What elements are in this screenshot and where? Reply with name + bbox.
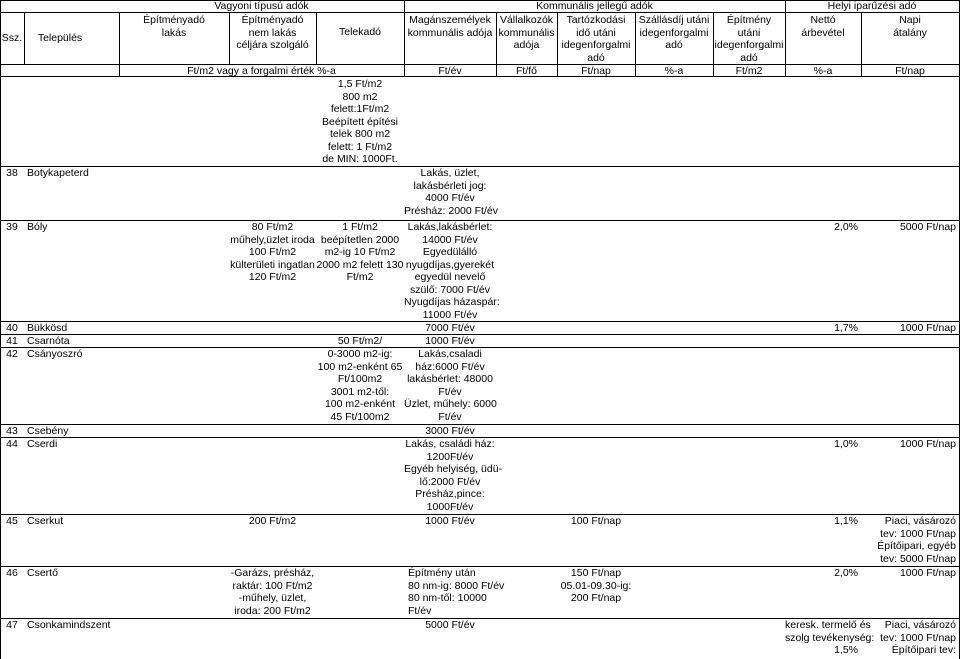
table-cell-tourism-stay: 150 Ft/nap 05.01-09.30-ig: 200 Ft/nap: [560, 567, 632, 604]
table-cell-net-revenue: 1,1%: [834, 515, 858, 527]
unit-communal-private: Ft/év: [438, 65, 462, 77]
settlement-name: Csebény: [27, 425, 69, 437]
unit-tourism-stay: Ft/nap: [581, 65, 611, 77]
settlement-name: Botykapeterd: [27, 167, 89, 179]
table-cell-net-revenue: 2,0%: [834, 567, 858, 579]
column-header-building-nonresidential: Építményadó nem lakás céljára szolgáló: [236, 14, 309, 51]
table-cell-net-revenue: 2,0%: [834, 221, 858, 233]
table-cell-plot: 1,5 Ft/m2 800 m2 felett:1Ft/m2 Beépített építési telek 800 m2 felett: 1 Ft/m2 de MIN: 1000Ft.: [322, 78, 398, 165]
group-header-communal: Kommunális jellegű adók: [536, 0, 653, 12]
row-number: 41: [6, 335, 18, 347]
table-cell-building-residential: 200 Ft/m2: [248, 515, 297, 527]
unit-daily-flat: Ft/nap: [895, 65, 925, 77]
settlement-name: Bóly: [27, 221, 48, 233]
table-cell-plot: 1 Ft/m2 beépítetlen 2000 m2-ig 10 Ft/m2 2000 m2 felett 130 Ft/m2: [316, 221, 404, 283]
settlement-name: Csarnóta: [27, 335, 70, 347]
group-header-property: Vagyoni típusú adók: [214, 0, 309, 12]
row-number: 44: [6, 438, 18, 450]
unit-net-revenue: %-a: [813, 65, 833, 77]
settlement-name: Csonkamindszent: [27, 619, 111, 631]
row-number: 45: [6, 515, 18, 527]
row-number: 42: [6, 348, 18, 360]
table-cell-net-revenue: 1,0%: [834, 438, 858, 450]
unit-tourism-fee: %-a: [664, 65, 684, 77]
group-header-local-business: Helyi iparűzési adó: [827, 0, 917, 12]
table-cell-communal-private: 3000 Ft/év: [425, 425, 475, 437]
table-cell-communal-private: 7000 Ft/év: [425, 322, 475, 334]
unit-communal-business: Ft/fő: [515, 65, 537, 77]
unit-tourism-building: Ft/m2: [735, 65, 763, 77]
table-cell-communal-private: 1000 Ft/év: [425, 335, 475, 347]
settlement-name: Cserkut: [27, 515, 64, 527]
row-number: 40: [6, 322, 18, 334]
table-cell-daily-flat: 1000 Ft/nap: [899, 567, 956, 579]
table-cell-building-nonresidential: -Garázs, présház, raktár: 100 Ft/m2 -műhely, üzlet, iroda: 200 Ft/m2: [230, 567, 315, 617]
table-cell-net-revenue: keresk. termelő és szolg tevékenység: 1,5%: [785, 619, 875, 656]
table-cell-communal-private: 1000 Ft/év: [425, 515, 475, 527]
table-cell-communal-private: Lakás,csaladi ház:6000 Ft/év lakásbérlet: 48000 Ft/év Üzlet, műhely: 6000 Ft/év: [404, 348, 497, 423]
row-number: 43: [6, 425, 18, 437]
column-header-plot: Telekadó: [338, 26, 382, 38]
table-cell-net-revenue: 1,7%: [834, 322, 858, 334]
column-header-net-revenue: Nettó árbevétel: [801, 14, 845, 39]
column-header-communal-private: Magánszemélyek kommunális adója: [407, 14, 493, 39]
row-number: 39: [6, 221, 18, 233]
table-cell-tourism-stay: 100 Ft/nap: [570, 515, 622, 527]
table-cell-building-nonresidential: 80 Ft/m2 műhely,üzlet iroda 100 Ft/m2 külterületi ingatlan 120 Ft/m2: [230, 221, 315, 283]
table-cell-plot: 0-3000 m2-ig: 100 m2-enként 65 Ft/100m2 3001 m2-től: 100 m2-enként 45 Ft/100m2: [317, 348, 403, 423]
column-header-no: Ssz.: [1, 32, 23, 44]
table-cell-plot: 50 Ft/m2/: [337, 335, 383, 347]
table-cell-daily-flat: Piaci, vásározó tev: 1000 Ft/nap Építőipari, egyéb tev: 5000 Ft/nap: [877, 515, 956, 565]
column-header-communal-business: Vállalkozók kommunális adója: [498, 14, 555, 51]
column-header-settlement: Település: [37, 32, 83, 44]
column-header-tourism-fee: Szállásdíj utáni idegenforgalmi adó: [638, 14, 710, 51]
column-header-tourism-stay: Tartózkodási idő utáni idegenforgalmi adó: [561, 14, 631, 64]
table-cell-communal-private: Építmény után 80 nm-ig: 8000 Ft/év 80 nm-től: 10000 Ft/év: [408, 567, 505, 617]
settlement-name: Cserdi: [27, 438, 58, 450]
row-number: 38: [6, 167, 18, 179]
table-cell-daily-flat: 1000 Ft/nap: [899, 322, 956, 334]
row-number: 47: [6, 619, 18, 631]
table-cell-daily-flat: 5000 Ft/nap: [899, 221, 956, 233]
table-cell-daily-flat: Piaci, vásározó tev: 1000 Ft/nap Építőipari tev:: [880, 619, 956, 656]
column-header-daily-flat: Napi átalány: [893, 14, 927, 39]
settlement-name: Csertő: [27, 567, 58, 579]
settlement-name: Csányoszró: [27, 348, 83, 360]
column-header-building-residential: Építményadó lakás: [143, 14, 205, 39]
table-cell-communal-private: 5000 Ft/év: [425, 619, 475, 631]
settlement-name: Bükkösd: [27, 322, 68, 334]
row-number: 46: [6, 567, 18, 579]
column-header-tourism-building: Építmény utáni idegenforgalmi adó: [714, 14, 784, 64]
unit-property: Ft/m2 vagy a forgalmi érték %-a: [187, 65, 336, 77]
table-cell-communal-private: Lakás, családi ház: 1200Ft/év Egyéb helyiség, üdü- lő:2000 Ft/év Présház,pince: 1000Ft/év: [404, 438, 503, 513]
table-cell-communal-private: Lakás, üzlet, lakásbérleti jog: 4000 Ft/év Présház: 2000 Ft/év: [404, 167, 498, 217]
table-cell-daily-flat: 1000 Ft/nap: [899, 438, 956, 450]
table-cell-communal-private: Lakás,lakásbérlet: 14000 Ft/év Egyedülálló nyugdíjas,gyerekét egyedül nevelő szülő: 7000 Ft/év Nyugdíjas házaspár: 11000 Ft/év: [404, 221, 500, 321]
